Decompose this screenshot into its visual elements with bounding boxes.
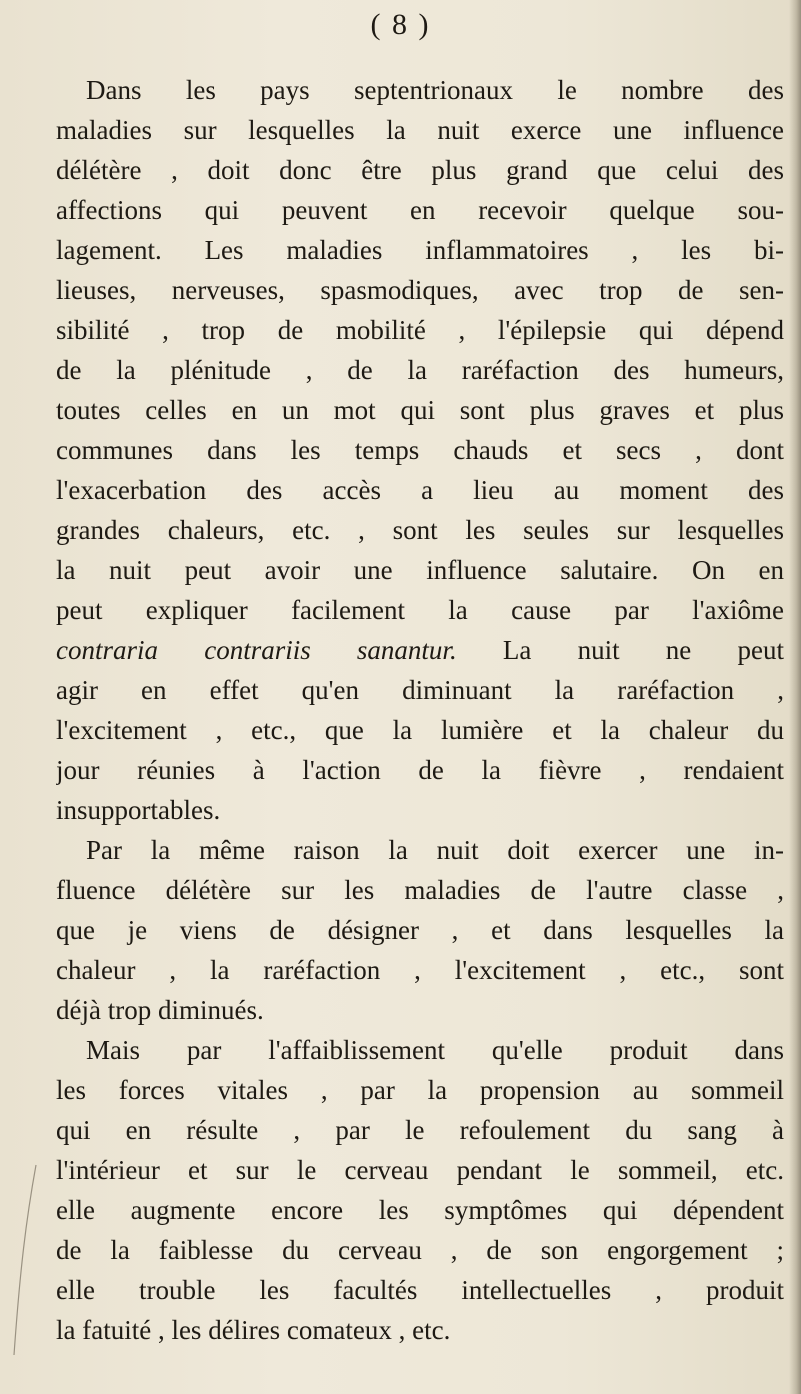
text-line: déjà trop diminués. — [56, 995, 264, 1025]
text-line: les forces vitales , par la propension au sommeil — [56, 1075, 784, 1105]
text-line: la fatuité , les délires comateux , etc. — [56, 1315, 451, 1345]
text-line: chaleur , la raréfaction , l'excitement , etc., sont — [56, 955, 784, 985]
text-line: toutes celles en un mot qui sont plus graves et plus — [56, 395, 784, 425]
text-line: elle trouble les facultés intellectuelles , produit — [56, 1275, 784, 1305]
page-number: ( 8 ) — [370, 8, 431, 41]
text-line: lieuses, nerveuses, spasmodiques, avec trop de sen- — [56, 275, 784, 305]
text-line: la nuit peut avoir une influence salutaire. On en — [56, 555, 784, 585]
text-line: de la plénitude , de la raréfaction des humeurs, — [56, 355, 784, 385]
text-line: jour réunies à l'action de la fièvre , rendaient — [56, 755, 784, 785]
text-line: elle augmente encore les symptômes qui dépendent — [56, 1195, 784, 1225]
text-line: insupportables. — [56, 795, 221, 825]
body-text — [56, 70, 784, 1350]
text-line: fluence délétère sur les maladies de l'autre classe , — [56, 875, 784, 905]
pencil-mark-decoration — [6, 1160, 46, 1360]
text-line: Dans les pays septentrionaux le nombre des — [86, 75, 784, 105]
text-line: agir en effet qu'en diminuant la raréfaction , — [56, 675, 784, 705]
text-line: Mais par l'affaiblissement qu'elle produit dans — [86, 1035, 784, 1065]
text-line — [56, 630, 784, 670]
text-line: l'excitement , etc., que la lumière et la chaleur du — [56, 715, 784, 745]
text-line: lagement. Les maladies inflammatoires , les bi- — [56, 235, 784, 265]
latin-phrase: contraria contrariis sanantur. — [56, 635, 457, 665]
text-line: que je viens de désigner , et dans lesquelles la — [56, 915, 784, 945]
text-line: maladies sur lesquelles la nuit exerce une influence — [56, 115, 784, 145]
text-line: communes dans les temps chauds et secs , dont — [56, 435, 784, 465]
text-line: peut expliquer facilement la cause par l'axiôme — [56, 595, 784, 625]
page-edge-shadow — [789, 0, 801, 1394]
text-line: sibilité , trop de mobilité , l'épilepsie qui dépend — [56, 315, 784, 345]
text-line: l'exacerbation des accès a lieu au moment des — [56, 475, 784, 505]
text-line-rest: La nuit ne peut — [456, 635, 784, 665]
text-line: de la faiblesse du cerveau , de son engorgement ; — [56, 1235, 784, 1265]
text-line: grandes chaleurs, etc. , sont les seules sur lesquelles — [56, 515, 784, 545]
text-line: qui en résulte , par le refoulement du sang à — [56, 1115, 784, 1145]
text-line: délétère , doit donc être plus grand que celui des — [56, 155, 784, 185]
text-line: Par la même raison la nuit doit exercer une in- — [86, 835, 784, 865]
text-line: l'intérieur et sur le cerveau pendant le sommeil, etc. — [56, 1155, 784, 1185]
text-line: affections qui peuvent en recevoir quelque sou- — [56, 195, 784, 225]
